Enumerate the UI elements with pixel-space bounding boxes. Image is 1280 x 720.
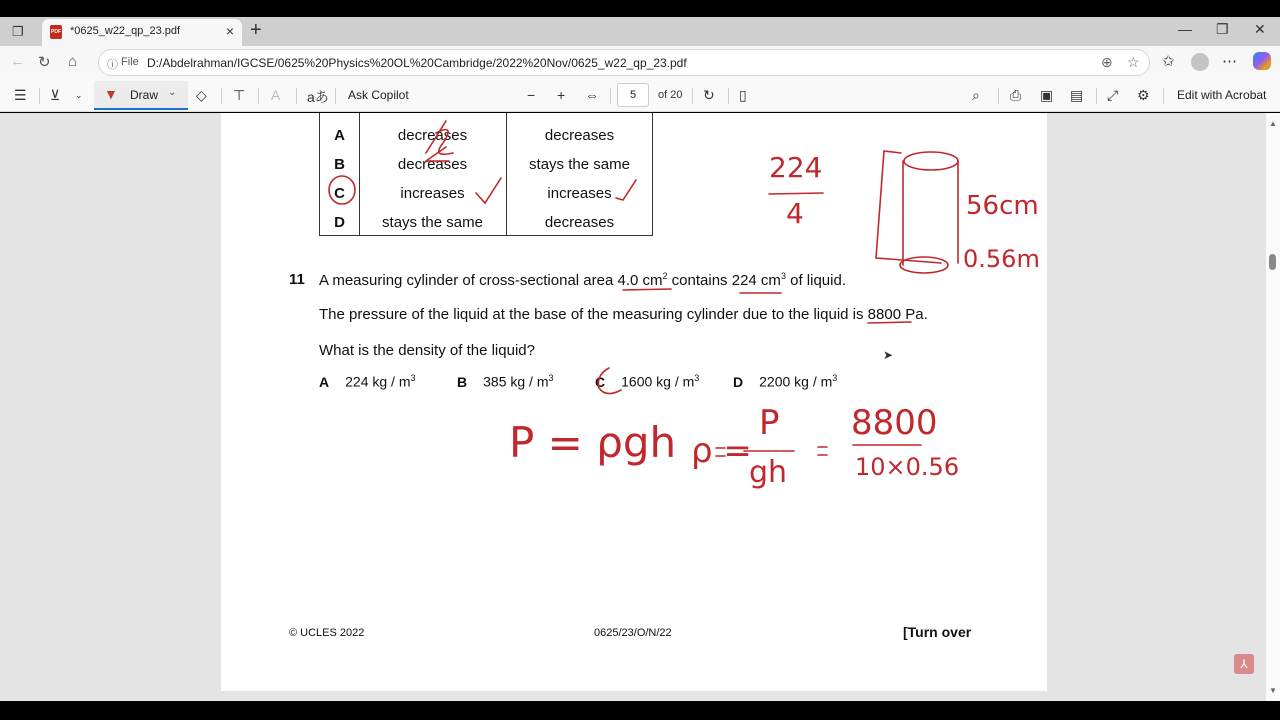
eraser-icon[interactable]: ◇ xyxy=(196,87,207,103)
ink-formula-1: P = ρgh xyxy=(509,418,677,467)
settings-gear-icon[interactable]: ⚙ xyxy=(1137,87,1150,103)
option-value: 385 kg / m xyxy=(483,373,549,390)
cell: stays the same xyxy=(529,156,630,173)
ink-formula-2-num: P xyxy=(759,403,780,443)
exponent: 3 xyxy=(780,271,786,281)
copilot-icon[interactable] xyxy=(1253,52,1271,70)
question-line-1 xyxy=(319,271,846,289)
page-number-input[interactable]: 5 xyxy=(617,83,649,107)
close-tab-icon[interactable]: × xyxy=(225,23,234,39)
ink-formula-2-num-value: 8800 xyxy=(851,403,938,443)
page-total: of 20 xyxy=(658,89,683,101)
exponent: 3 xyxy=(548,373,554,383)
zoom-icon[interactable]: ⊕ xyxy=(1101,54,1113,70)
zoom-in-icon[interactable]: + xyxy=(557,87,566,103)
text: . xyxy=(923,306,928,323)
cell: stays the same xyxy=(382,214,483,231)
new-tab-button[interactable]: + xyxy=(250,19,262,41)
divider xyxy=(39,88,40,104)
footer-copyright: © UCLES 2022 xyxy=(289,627,365,639)
exponent: 3 xyxy=(832,373,838,383)
tab-actions-icon[interactable]: ❐ xyxy=(12,24,24,39)
ask-copilot-button[interactable]: Ask Copilot xyxy=(348,88,409,102)
table-row xyxy=(320,127,654,156)
volume-value: 224 cm xyxy=(731,272,781,289)
ink-height-cm: 56cm xyxy=(966,191,1039,221)
pdf-file-icon: PDF xyxy=(50,25,62,39)
cell: increases xyxy=(547,185,612,202)
fullscreen-icon[interactable]: ⤢ xyxy=(1107,87,1119,103)
page-view-icon[interactable]: ▯ xyxy=(739,87,747,103)
highlight-chevron-icon[interactable]: ⌄ xyxy=(75,90,83,100)
home-icon[interactable]: ⌂ xyxy=(68,53,78,70)
text: contains xyxy=(667,272,732,289)
read-aloud-icon[interactable]: A xyxy=(271,87,281,103)
row-letter: B xyxy=(334,156,345,173)
draw-label: Draw xyxy=(130,88,159,102)
divider xyxy=(258,88,259,104)
vertical-scrollbar[interactable] xyxy=(1266,113,1280,701)
text: A measuring cylinder of cross-sectional area xyxy=(319,272,618,289)
question-line-2 xyxy=(319,306,928,323)
draw-button[interactable] xyxy=(94,81,188,110)
pdf-viewer xyxy=(0,113,1266,701)
edit-with-acrobat-button[interactable]: Edit with Acrobat xyxy=(1177,88,1267,102)
url-input[interactable] xyxy=(98,49,1150,76)
option-letter: D xyxy=(733,373,744,390)
row-letter: C xyxy=(334,185,345,202)
cell: increases xyxy=(400,185,465,202)
scroll-thumb[interactable] xyxy=(1269,254,1276,270)
answer-option-b xyxy=(457,373,554,390)
answer-option-c xyxy=(595,373,699,390)
favorites-icon[interactable]: ✩ xyxy=(1162,53,1175,70)
search-icon[interactable]: ⌕ xyxy=(972,87,980,103)
options-table xyxy=(319,113,653,236)
print-icon[interactable]: ⎙ xyxy=(1010,87,1022,103)
option-letter: C xyxy=(595,373,606,390)
divider xyxy=(1096,88,1097,104)
back-icon[interactable]: ← xyxy=(10,53,25,70)
divider xyxy=(610,88,611,104)
option-letter: B xyxy=(457,373,468,390)
tab-title: *0625_w22_qp_23.pdf xyxy=(70,25,181,37)
save-as-icon[interactable]: ▤ xyxy=(1070,87,1084,103)
cell: decreases xyxy=(397,156,468,173)
ink-fraction-bottom: 4 xyxy=(786,197,804,230)
text: of liquid. xyxy=(785,272,846,289)
question-number: 11 xyxy=(289,271,305,288)
divider xyxy=(296,88,297,104)
address-bar-row xyxy=(0,46,1280,79)
tab-strip xyxy=(0,17,1280,46)
option-value: 2200 kg / m xyxy=(759,373,833,390)
draw-pen-icon: ▼ xyxy=(104,86,118,102)
info-icon[interactable]: ⓘ xyxy=(107,59,118,71)
area-value: 4.0 cm xyxy=(617,272,663,289)
answer-option-a xyxy=(319,373,416,390)
table-row xyxy=(320,156,654,185)
mouse-cursor-icon: ➤ xyxy=(883,348,894,362)
fit-width-icon[interactable]: ⇔ xyxy=(585,87,599,103)
ink-formula-2-den: gh xyxy=(749,455,788,490)
divider xyxy=(221,88,222,104)
row-letter: A xyxy=(334,127,345,144)
url-text[interactable]: D:/Abdelrahman/IGCSE/0625%20Physics%20OL%20Cambridge/2022%20Nov/0625_w22_qp_23.pdf xyxy=(147,56,687,70)
highlight-icon[interactable]: ⊻ xyxy=(50,87,61,103)
option-value: 1600 kg / m xyxy=(621,373,695,390)
minimize-button[interactable]: — xyxy=(1178,21,1192,37)
text-box-icon[interactable]: ⊤ xyxy=(233,87,246,103)
divider xyxy=(692,88,693,104)
url-scheme-label: File xyxy=(121,56,139,68)
rotate-icon[interactable]: ↻ xyxy=(703,87,715,103)
divider xyxy=(728,88,729,104)
pdf-page xyxy=(221,113,1047,691)
save-icon[interactable]: ▣ xyxy=(1040,87,1054,103)
option-value: 224 kg / m xyxy=(345,373,411,390)
contents-list-icon[interactable]: ☰ xyxy=(14,87,27,103)
option-letter: A xyxy=(319,373,330,390)
refresh-icon[interactable]: ↻ xyxy=(38,54,51,71)
pdf-toolbar xyxy=(0,79,1280,112)
restore-button[interactable]: ❐ xyxy=(1216,21,1229,37)
scroll-down-arrow-icon[interactable]: ▼ xyxy=(1269,686,1277,695)
exponent: 2 xyxy=(662,271,668,281)
exponent: 3 xyxy=(694,373,700,383)
row-letter: D xyxy=(334,214,345,231)
acrobat-icon[interactable]: ⅄ xyxy=(1234,654,1254,674)
footer-turn-over: [Turn over xyxy=(903,624,972,640)
ink-formula-2-den-value: 10×0.56 xyxy=(855,453,960,481)
cell: decreases xyxy=(397,127,468,144)
text: The pressure of the liquid at the base of the measuring cylinder due to the liquid is xyxy=(319,306,868,323)
more-options-icon[interactable]: ⋯ xyxy=(1222,53,1237,70)
ink-formula-2-lhs: ρ = xyxy=(691,431,752,471)
answer-option-d xyxy=(733,373,837,390)
chevron-down-icon[interactable]: ⌄ xyxy=(168,87,177,98)
zoom-out-icon[interactable]: − xyxy=(527,87,536,103)
tab-pdf[interactable] xyxy=(42,19,242,46)
profile-avatar[interactable] xyxy=(1191,53,1209,71)
table-row xyxy=(320,214,654,243)
exponent: 3 xyxy=(410,373,416,383)
close-window-button[interactable]: ✕ xyxy=(1254,21,1266,37)
ink-height-m: 0.56m xyxy=(963,245,1040,273)
translate-icon[interactable]: aあ xyxy=(307,89,329,105)
footer-code: 0625/23/O/N/22 xyxy=(594,627,672,639)
scroll-up-arrow-icon[interactable]: ▲ xyxy=(1269,119,1277,128)
divider xyxy=(1163,88,1164,104)
table-row xyxy=(320,185,654,214)
pressure-value: 8800 Pa xyxy=(867,306,924,323)
divider xyxy=(335,88,336,104)
cell: decreases xyxy=(544,127,615,144)
cell: decreases xyxy=(544,214,615,231)
question-line-3: What is the density of the liquid? xyxy=(319,342,535,359)
favorite-star-icon[interactable]: ☆ xyxy=(1127,54,1140,70)
divider xyxy=(998,88,999,104)
ink-fraction-top: 224 xyxy=(769,151,823,184)
